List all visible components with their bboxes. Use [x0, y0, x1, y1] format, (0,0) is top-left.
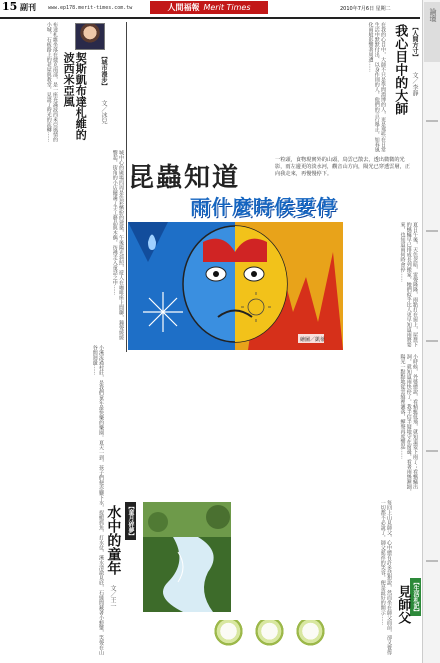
edge-rule: [426, 450, 438, 452]
right-bottom-tag: 【生活札記】: [412, 579, 419, 615]
logo-cn: 人間福報: [167, 3, 200, 12]
feature-illustration: [128, 222, 343, 350]
section-name: 副刊: [20, 3, 36, 12]
cup-image: [294, 620, 327, 648]
right-top-body: 在我的心目中，大師不只是學問淵博的人，更是那些在日常生活中默默付出、以身作則的人，他們的言行舉止，如春風化雨般影響著周遭……: [367, 22, 386, 152]
right-top-tag: 【人間方寸】: [411, 24, 418, 60]
art-left-pupil: [213, 271, 219, 277]
feature-title: 昆蟲知道: [128, 163, 241, 193]
left-middle-body: 城中心的廣場四周是色彩繽紛的建築，午後陽光斜照，遊人在咖啡座上閒聊，鐘聲緩緩響起，街角的小店擺滿了手工藝品與木偶，彷彿走入童話之中……: [111, 150, 124, 340]
site-url[interactable]: www.ep178.merit-times.com.tw: [48, 5, 133, 11]
feature-intro: 一粒頭，食物現實外的山頭，鳥雲已散去，透出微微的光影，雨左邊更的淡水河，觀音山方向，陽光已穿透雲層，正向我走來，再慢慢停下。: [275, 157, 410, 178]
art-caption: 繪圖／凱蒂: [300, 337, 326, 343]
left-bottom-title: 水中的童年: [105, 505, 122, 575]
edge-rule: [426, 340, 438, 342]
issue-date: 2010年7月6日 星期二: [340, 6, 391, 12]
tea-cups-photo: [212, 620, 327, 648]
left-bottom-tag: 【童月碎夢】: [127, 503, 134, 539]
page-header: [0, 0, 420, 19]
edge-rule: [426, 120, 438, 122]
masthead-logo: [150, 1, 268, 14]
river-photo: [143, 502, 231, 612]
edge-rule: [426, 230, 438, 232]
cup-image: [253, 620, 286, 648]
right-bottom-body: 每回上山見師父，心中總有許多話想說，然而坐在師父面前，卻又覺得一切都不必說了，師父慈祥的笑容，便是最好的開示……: [379, 500, 392, 655]
left-top-title: 契斯凱布達札維的波西米亞風: [62, 52, 88, 140]
page-number: 15: [2, 0, 18, 13]
left-top-body: 布達札維坐落在捷克南部，是一座充滿波西米亞風情的小城，石板路上的老屋與教堂，見證了時光的流轉……: [45, 22, 58, 142]
feature-body-lower: 小時候，外婆總說，看蜻蜓低飛，就知道要下雨了；看螞蟻出洞，就知道雨快停了。我半信半疑地守在窗邊，看著雨絲漸細，陽光一點點地從雲縫裡灑落，蟬聲再度響起……: [399, 354, 418, 494]
art-right-pupil: [251, 271, 257, 277]
left-bottom-body: 小溪流過村莊，是我們童年最快樂的樂園。夏天一到，孩子們便赤腳下水，捉蝦抓魚，打水仗，溪水清澈見底，石縫間藏著小螃蟹，笑聲在山谷間迴盪……: [91, 345, 104, 655]
left-top-author: 文／冰兒: [100, 100, 107, 124]
logo-en: Merit Times: [203, 3, 251, 12]
right-bottom-title: 見師父: [395, 585, 411, 624]
right-top-author: 文／李靜: [411, 72, 418, 96]
author-photo: [75, 23, 105, 50]
right-top-title: 我心目中的大師: [392, 24, 408, 115]
left-bottom-author: 文／王一: [109, 585, 116, 609]
column-divider: [126, 22, 127, 352]
left-top-tag: 【城市漫步】: [100, 53, 107, 89]
art-snowflake: [143, 292, 183, 332]
feature-body-right: 夏日午後，天色忽暗，雷聲隆隆，雨點打在窗上，屋簷下的螞蟻早已排成長列搬家，牠們似乎比人更早知道雨將要來，也知道雨何時會停……: [399, 222, 418, 347]
edge-rule: [426, 560, 438, 562]
cup-image: [212, 620, 245, 648]
page-edge-strip: [422, 0, 440, 663]
edge-mark: 論壇: [424, 2, 440, 62]
feature-subtitle: 雨什麼時候要停: [190, 195, 337, 219]
